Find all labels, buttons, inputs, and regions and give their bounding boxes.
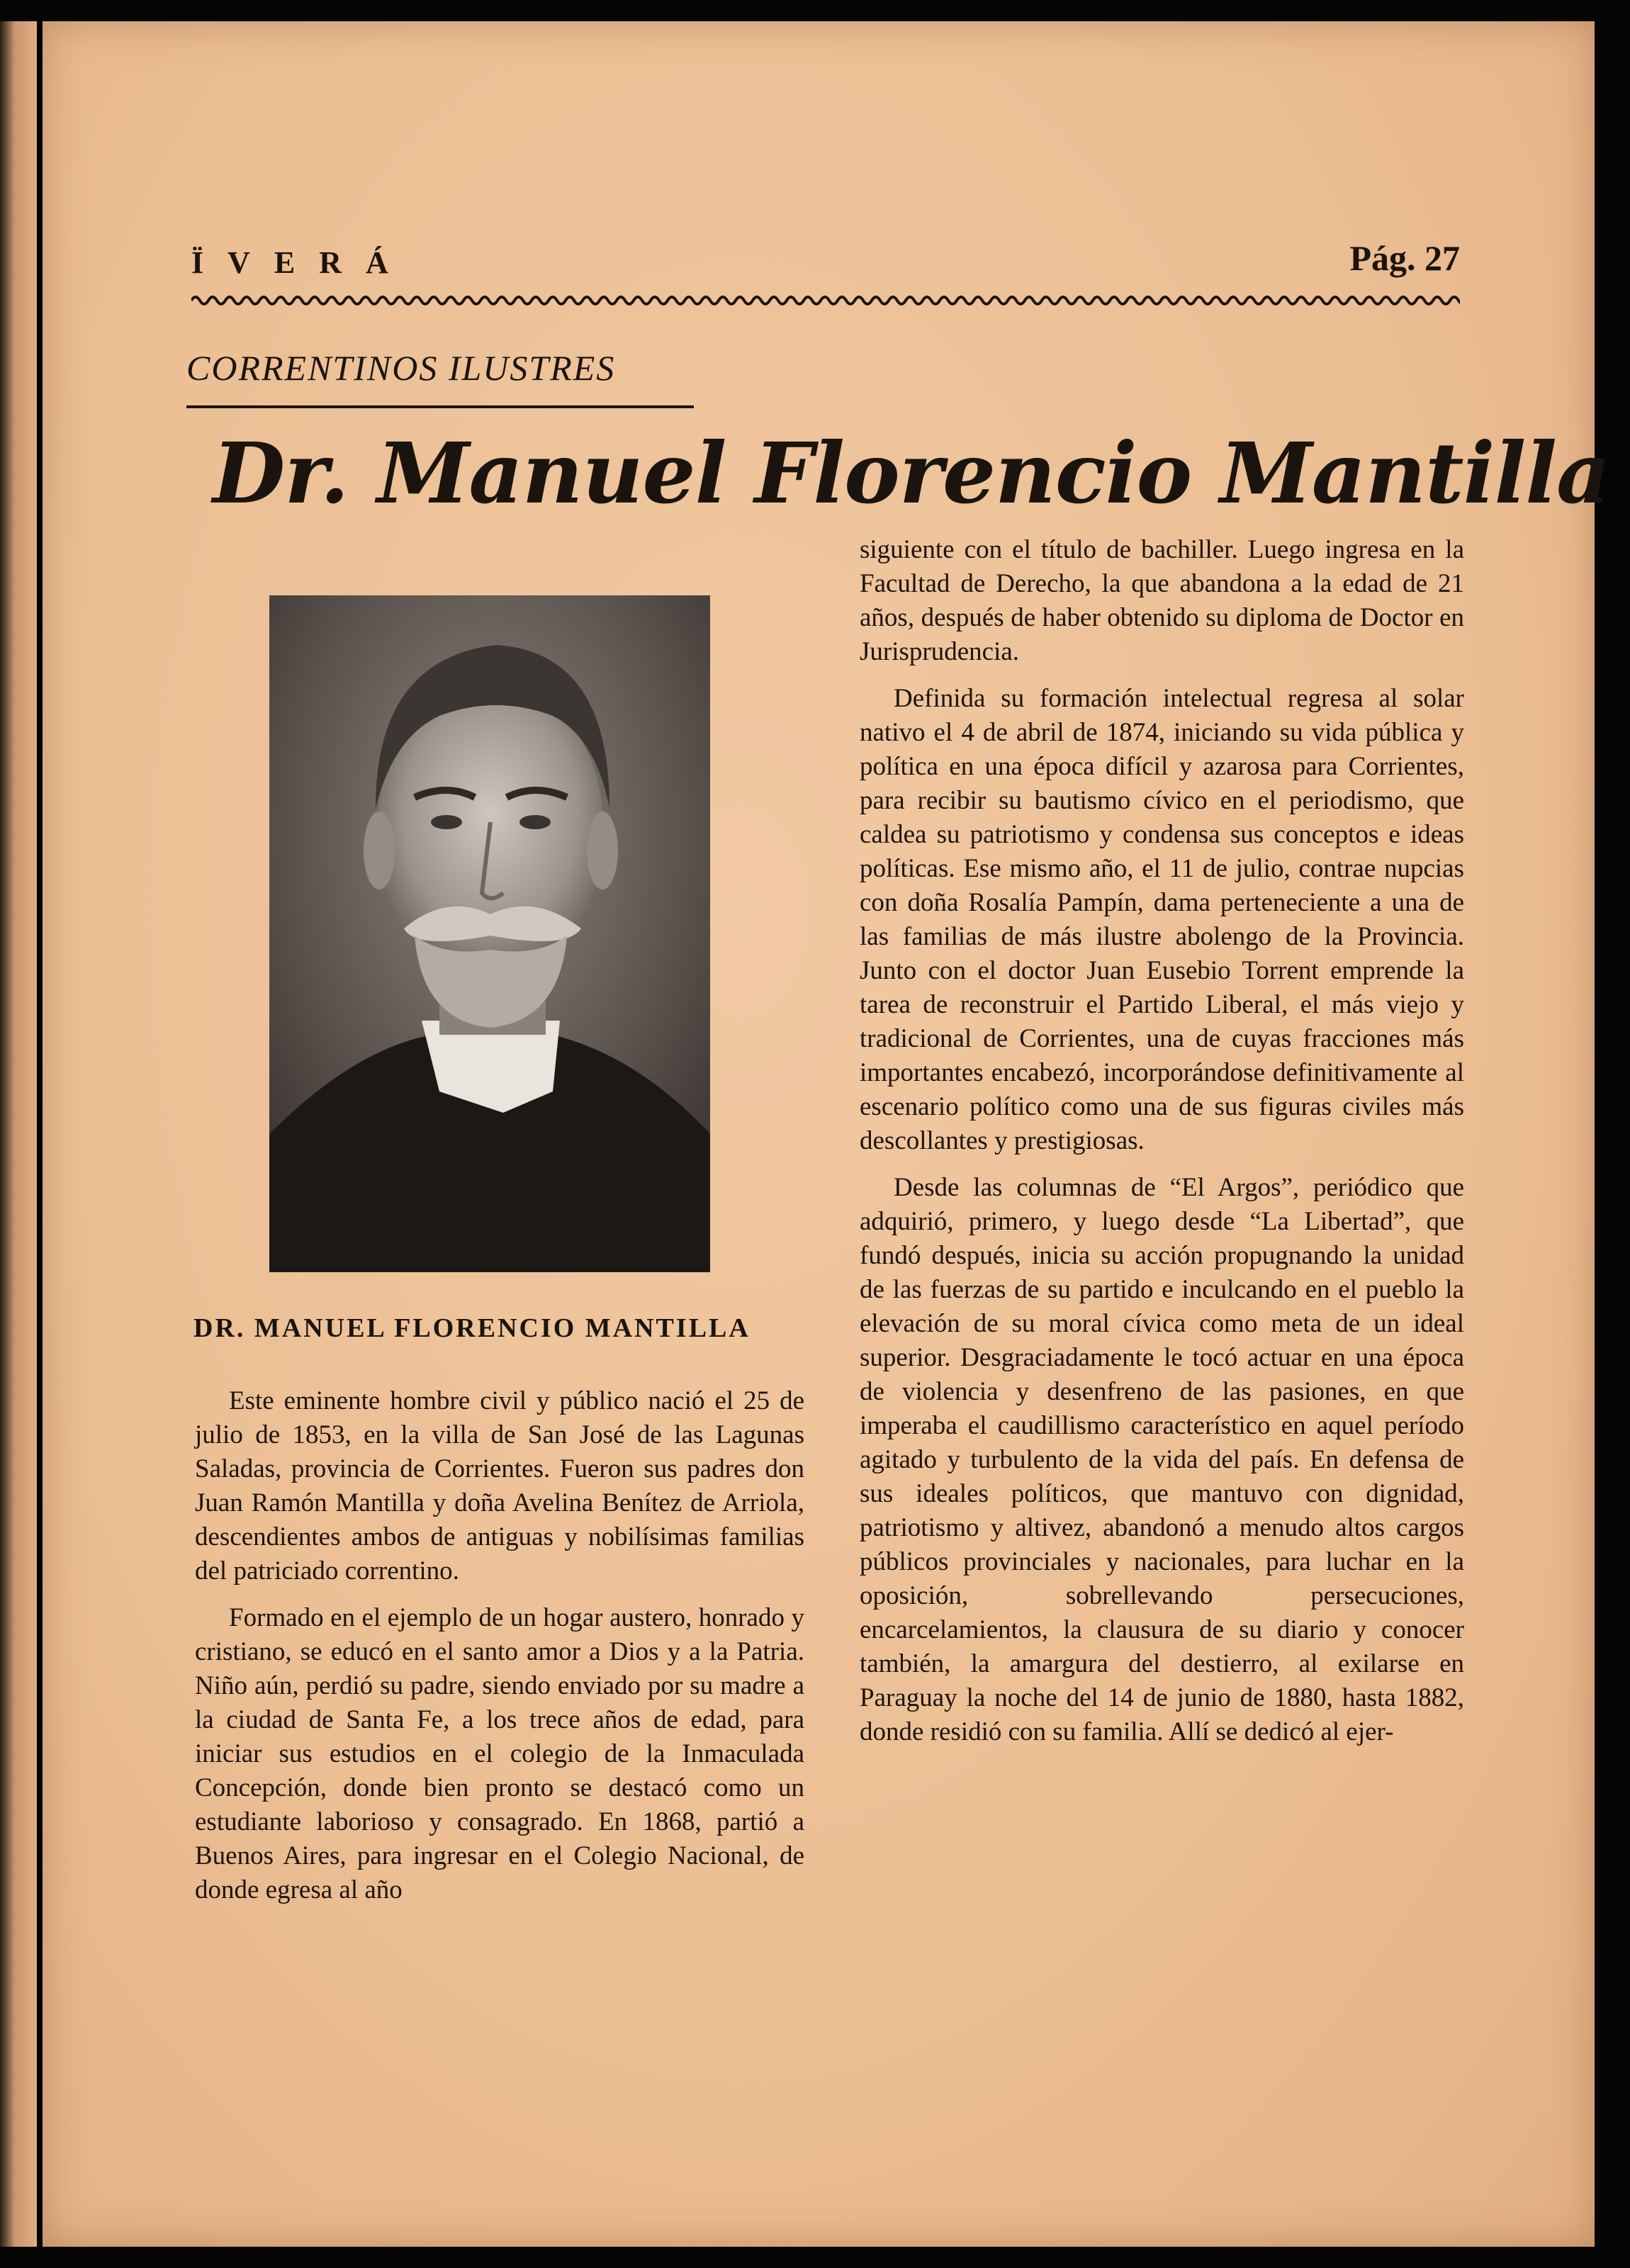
right-column [860, 533, 1464, 1762]
paragraph: Desde las columnas de “El Argos”, periódico que adquirió, primero, y luego desde “La Libertad”, que fundó después, inicia su acción propugnando la unidad de las fuerzas de su partido e inculcando en el pueblo la elevación de su moral cívica como meta de un ideal superior. Desgraciadamente le tocó actuar en una época de violencia y desenfreno de las pasiones, en que imperaba el caudillismo característico en aquel período agitado y turbulento de la vida del país. En defensa de sus ideales políticos, que mantuvo con dignidad, patriotismo y altivez, abandonó a menudo altos cargos públicos provinciales y nacionales, para luchar en la oposición, sobrellevando persecuciones, encarcelamientos, la clausura de su diario y conocer también, la amargura del destierro, al exilarse en Paraguay la noche del 14 de junio de 1880, hasta 1882, donde residió con su familia. Allí se dedicó al ejer- [860, 1173, 1464, 1746]
wavy-rule [191, 292, 1460, 309]
running-head [191, 237, 1460, 294]
book-spine [0, 21, 37, 2247]
left-column [195, 1384, 804, 1920]
page-number: Pág. 27 [1349, 238, 1460, 278]
article-title: Dr. Manuel Florencio Mantilla [213, 424, 1610, 522]
photo-caption: DR. MANUEL FLORENCIO MANTILLA [193, 1313, 751, 1343]
section-underline [186, 405, 694, 408]
paragraph: Este eminente hombre civil y público nació el 25 de julio de 1853, en la villa de San José de las Lagunas Saladas, provincia de Corrientes. Fueron sus padres don Juan Ramón Mantilla y doña Avelina Benítez de Arriola, descendientes ambos de antiguas y nobilísimas familias del patriciado correntino. [195, 1386, 804, 1585]
paragraph: siguiente con el título de bachiller. Luego ingresa en la Facultad de Derecho, la que abandona a la edad de 21 años, después de haber obtenido su diploma de Doctor en Jurisprudencia. [860, 535, 1464, 666]
paragraph: Definida su formación intelectual regresa al solar nativo el 4 de abril de 1874, iniciando su vida pública y política en una época difícil y azarosa para Corrientes, para recibir su bautismo cívico en el periodismo, que caldea su patriotismo y condensa sus conceptos e ideas políticas. Ese mismo año, el 11 de julio, contrae nupcias con doña Rosalía Pampín, dama perteneciente a una de las familias de más ilustre abolengo de la Provincia. Junto con el doctor Juan Eusebio Torrent emprende la tarea de reconstruir el Partido Liberal, el más viejo y tradicional de Corrientes, una de cuyas fracciones más importantes encabezó, incorporándose definitivamente al escenario político como una de sus figuras civiles más descollantes y prestigiosas. [860, 684, 1464, 1155]
portrait-photo [269, 595, 710, 1272]
journal-name: ÏVERÁ [191, 245, 412, 280]
paragraph: Formado en el ejemplo de un hogar austero, honrado y cristiano, se educó en el santo amor a Dios y a la Patria. Niño aún, perdió su padre, siendo enviado por su madre a la ciudad de Santa Fe, a los trece años de edad, para iniciar sus estudios en el colegio de la Inmaculada Concepción, donde bien pronto se destacó como un estudiante laborioso y consagrado. En 1868, partió a Buenos Aires, para ingresar en el Colegio Nacional, de donde egresa al año [195, 1603, 804, 1904]
section-label: CORRENTINOS ILUSTRES [186, 348, 616, 388]
